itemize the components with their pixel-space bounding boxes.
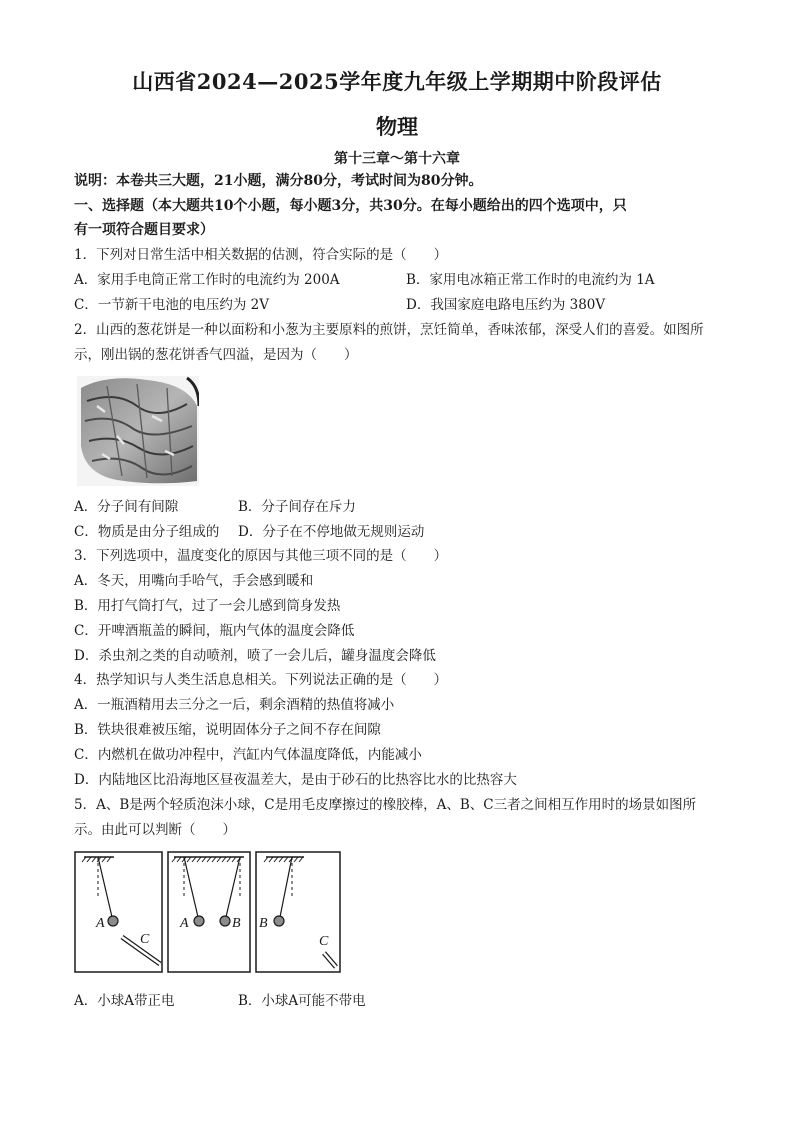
q3-option-c: C．开啤酒瓶盖的瞬间，瓶内气体的温度会降低 bbox=[74, 623, 355, 639]
q5-option-b: B．小球A可能不带电 bbox=[238, 993, 366, 1009]
chapter-range: 第十三章～第十六章 bbox=[334, 151, 460, 167]
section1-heading-line1: 一、选择题（本大题共10个小题，每小题3分，共30分。在每小题给出的四个选项中，只 bbox=[74, 198, 627, 214]
q4-option-d: D．内陆地区比沿海地区昼夜温差大，是由于砂石的比热容比水的比热容大 bbox=[74, 772, 517, 788]
subject-title: 物理 bbox=[376, 114, 418, 139]
q2-stem-line2: 示，刚出锅的葱花饼香气四溢，是因为（ ） bbox=[74, 347, 358, 363]
fig-label-a2: A bbox=[180, 916, 189, 931]
q1-option-c: C．一节新干电池的电压约为 2V bbox=[74, 297, 269, 313]
q4-option-b: B．铁块很难被压缩，说明固体分子之间不存在间隙 bbox=[74, 722, 381, 738]
exam-title: 山西省2024—2025学年度九年级上学期期中阶段评估 bbox=[132, 69, 662, 94]
q2-option-b: B．分子间存在斥力 bbox=[238, 499, 356, 515]
scallion-pancake-photo bbox=[77, 376, 199, 486]
fig-label-c3: C bbox=[319, 934, 329, 949]
q1-option-b: B．家用电冰箱正常工作时的电流约为 1A bbox=[406, 272, 655, 288]
q5-interaction-figure bbox=[74, 849, 342, 975]
fig-label-c1: C bbox=[140, 932, 150, 947]
q5-option-a: A．小球A带正电 bbox=[74, 993, 175, 1009]
q4-stem: 4．热学知识与人类生活息息相关。下列说法正确的是（ ） bbox=[74, 672, 448, 688]
q5-stem-line1: 5．A、B是两个轻质泡沫小球，C是用毛皮摩擦过的橡胶棒，A、B、C三者之间相互作用时的场景如图所 bbox=[74, 797, 697, 813]
q1-option-d: D．我国家庭电路电压约为 380V bbox=[406, 297, 606, 313]
q3-option-a: A．冬天，用嘴向手哈气，手会感到暖和 bbox=[74, 573, 314, 589]
q2-option-c: C．物质是由分子组成的 bbox=[74, 524, 220, 540]
q3-option-b: B．用打气筒打气，过了一会儿感到筒身发热 bbox=[74, 598, 341, 614]
fig-label-b3: B bbox=[259, 916, 268, 931]
q3-stem: 3．下列选项中，温度变化的原因与其他三项不同的是（ ） bbox=[74, 548, 448, 564]
fig-label-a1: A bbox=[96, 916, 105, 931]
q1-option-a: A．家用手电筒正常工作时的电流约为 200A bbox=[74, 272, 340, 288]
section1-heading-line2: 有一项符合题目要求） bbox=[74, 222, 214, 238]
q1-stem: 1．下列对日常生活中相关数据的估测，符合实际的是（ ） bbox=[74, 247, 448, 263]
instructions: 说明：本卷共三大题，21小题，满分80分，考试时间为80分钟。 bbox=[74, 173, 483, 189]
q5-stem-line2: 示。由此可以判断（ ） bbox=[74, 822, 236, 838]
q2-option-d: D．分子在不停地做无规则运动 bbox=[238, 524, 425, 540]
q4-option-a: A．一瓶酒精用去三分之一后，剩余酒精的热值将减小 bbox=[74, 697, 395, 713]
q2-stem-line1: 2．山西的葱花饼是一种以面粉和小葱为主要原料的煎饼，烹饪简单，香味浓郁，深受人们的喜爱。如图所 bbox=[74, 322, 704, 338]
q2-option-a: A．分子间有间隙 bbox=[74, 499, 179, 515]
q3-option-d: D．杀虫剂之类的自动喷剂，喷了一会儿后，罐身温度会降低 bbox=[74, 648, 436, 664]
fig-label-b2: B bbox=[232, 916, 241, 931]
q4-option-c: C．内燃机在做功冲程中，汽缸内气体温度降低，内能减小 bbox=[74, 747, 422, 763]
